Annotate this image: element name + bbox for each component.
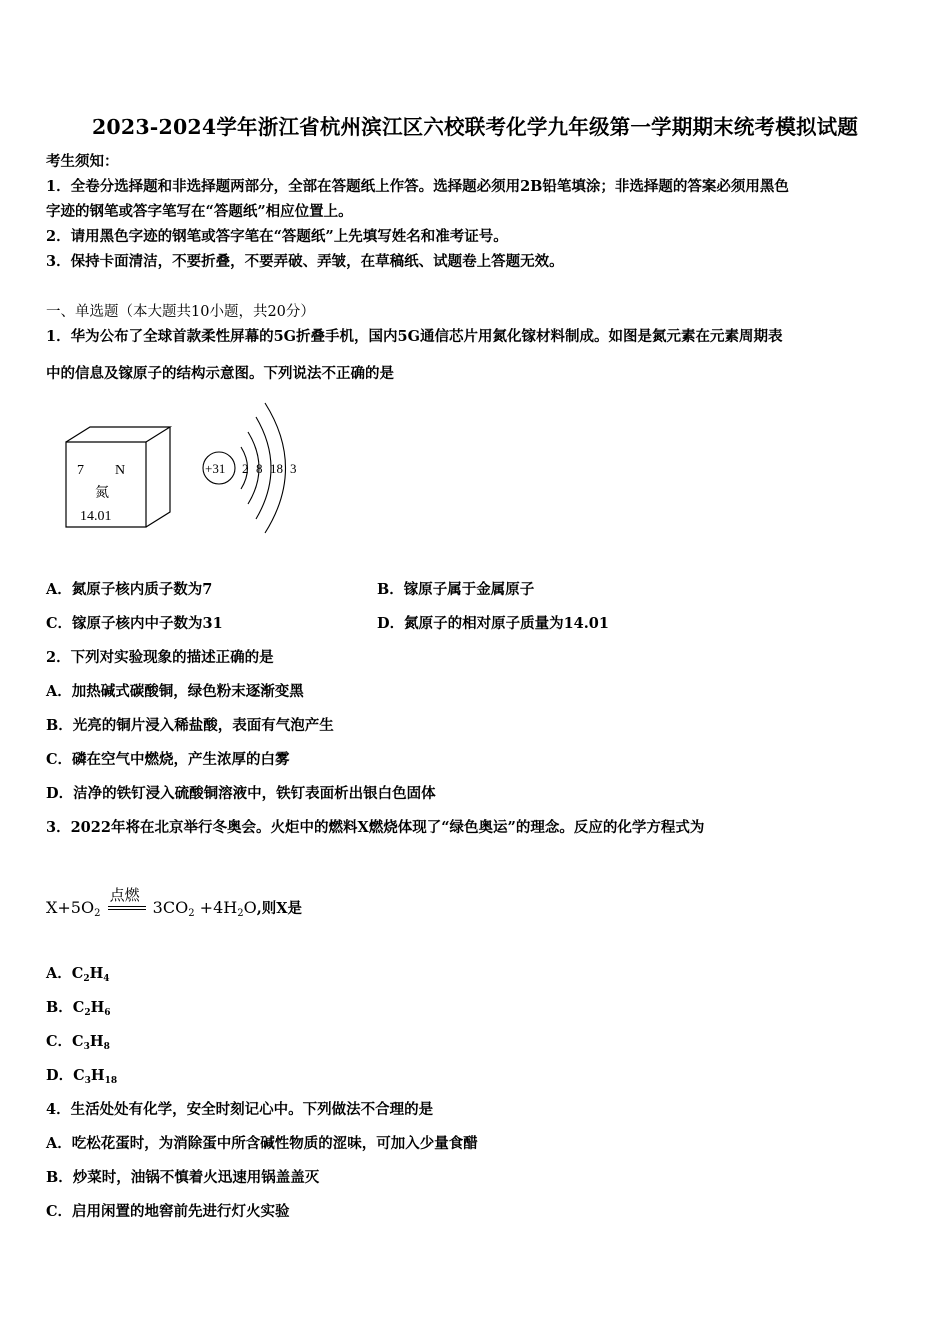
q4-option: C．启用闲置的地窖前先进行灯火实验 xyxy=(46,1203,290,1220)
q3-option-a: A．$C_2H_4$ xyxy=(46,965,110,984)
shell-electrons: 2 xyxy=(242,461,249,476)
q3-option-d: D．$C_3H_{18}$ xyxy=(46,1067,118,1086)
q1-option-b: B．镓原子属于金属原子 xyxy=(377,581,535,598)
section-heading: 一、单选题（本大题共10小题，共20分） xyxy=(46,304,315,320)
element-number: 7 xyxy=(77,463,84,478)
chemical-equation xyxy=(46,880,446,930)
q2-option: C．磷在空气中燃烧，产生浓厚的白雾 xyxy=(46,751,290,768)
equation-line xyxy=(46,885,303,920)
element-mass: 14.01 xyxy=(80,509,112,524)
q4-stem: 4．生活处处有化学，安全时刻记心中。下列做法不合理的是 xyxy=(46,1101,434,1118)
eq-right-co2: 3CO xyxy=(152,898,189,917)
q1-stem-line1: 1．华为公布了全球首款柔性屏幕的5G折叠手机，国内5G通信芯片用氮化镓材料制成。如图是氮元素在元素周期表 xyxy=(46,328,783,345)
q2-option: A．加热碱式碳酸铜，绿色粉末逐渐变黑 xyxy=(46,683,304,700)
eq-right-h2o: +4H xyxy=(199,898,238,917)
atom-diagram xyxy=(203,403,297,533)
q3-option-c: C．$C_3H_8$ xyxy=(46,1033,110,1052)
q2-option: B．光亮的铜片浸入稀盐酸，表面有气泡产生 xyxy=(46,717,334,734)
eq-left: X+5O xyxy=(46,898,95,917)
shell-electrons: 8 xyxy=(256,461,263,476)
notice-item: 3．保持卡面清洁，不要折叠，不要弄破、弄皱，在草稿纸、试题卷上答题无效。 xyxy=(46,253,564,270)
nucleus-charge: +31 xyxy=(205,461,226,476)
element-symbol: N xyxy=(115,463,126,478)
element-card xyxy=(66,427,170,527)
eq-sub: 2 xyxy=(188,908,195,919)
q4-option: A．吃松花蛋时，为消除蛋中所含碱性物质的涩味，可加入少量食醋 xyxy=(46,1135,478,1152)
notice-item: 字迹的钢笔或答字笔写在“答题纸”相应位置上。 xyxy=(46,203,353,220)
notice-heading: 考生须知： xyxy=(46,153,119,170)
q3-stem-tail: ,则X是 xyxy=(256,900,303,917)
eq-sub: 2 xyxy=(237,908,244,919)
eq-right-o: O xyxy=(243,898,257,917)
notice-item: 2．请用黑色字迹的钢笔或答字笔在“答题纸”上先填写姓名和准考证号。 xyxy=(46,228,508,245)
q3-stem: 3．2022年将在北京举行冬奥会。火炬中的燃料X燃烧体现了“绿色奥运”的理念。反应的化学方程式为 xyxy=(46,819,705,836)
shell-electrons: 18 xyxy=(270,461,283,476)
shell-electrons: 3 xyxy=(290,461,297,476)
reaction-condition: 点燃 xyxy=(109,885,140,904)
notice-item: 1．全卷分选择题和非选择题两部分，全部在答题纸上作答。选择题必须用2B铅笔填涂；非选择题的答案必须用黑色 xyxy=(46,178,789,195)
page-title: 2023-2024学年浙江省杭州滨江区六校联考化学九年级第一学期期末统考模拟试题 xyxy=(91,115,859,139)
q1-option-d: D．氮原子的相对原子质量为14.01 xyxy=(377,615,609,632)
q1-figure xyxy=(60,395,310,535)
q1-stem-line2: 中的信息及镓原子的结构示意图。下列说法不正确的是 xyxy=(46,365,394,382)
q2-stem: 2．下列对实验现象的描述正确的是 xyxy=(46,649,274,666)
q2-option: D．洁净的铁钉浸入硫酸铜溶液中，铁钉表面析出银白色固体 xyxy=(46,785,436,802)
element-name: 氮 xyxy=(95,485,109,501)
eq-sub: 2 xyxy=(94,908,101,919)
q1-option-a: A．氮原子核内质子数为7 xyxy=(46,581,213,598)
q4-option: B．炒菜时，油锅不慎着火迅速用锅盖盖灭 xyxy=(46,1169,320,1186)
q3-option-b: B．$C_2H_6$ xyxy=(46,999,111,1018)
reaction-arrow xyxy=(106,885,148,920)
q1-option-c: C．镓原子核内中子数为31 xyxy=(46,615,223,632)
